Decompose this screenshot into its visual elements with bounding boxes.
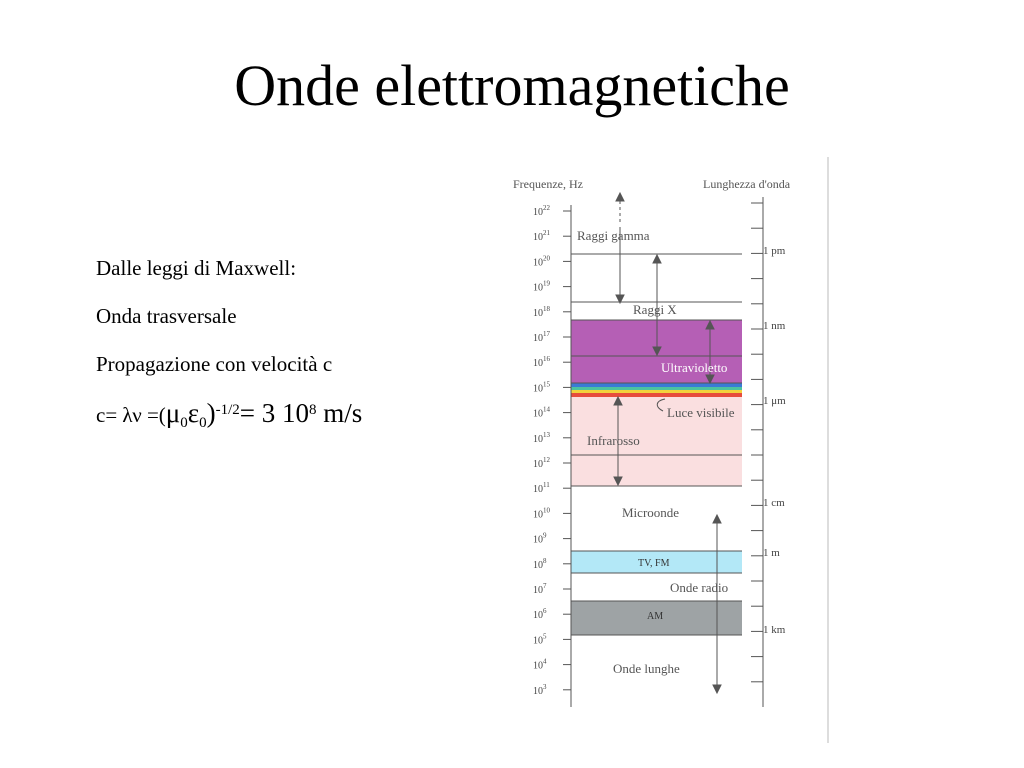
arrow-head-down — [713, 685, 721, 693]
frequency-tick-label: $10^{10}$ — [533, 506, 550, 521]
spectrum-yellow — [571, 390, 742, 393]
frequency-tick-label: $10^{17}$ — [533, 330, 550, 344]
label-visible-light: Luce visibile — [667, 405, 735, 420]
frequency-tick-label: $10^{21}$ — [533, 229, 550, 244]
formula-value: = 3 10 — [239, 398, 310, 428]
label-radio-waves: Onde radio — [670, 580, 729, 595]
label-microwaves: Microonde — [622, 505, 680, 520]
spectrum-green — [571, 387, 742, 390]
frequency-tick-label: $10^5$ — [533, 632, 547, 647]
label-ultraviolet: Ultravioletto — [661, 360, 728, 375]
text-line-maxwell: Dalle leggi di Maxwell: — [96, 256, 297, 280]
formula-epsilon: ε — [187, 398, 200, 428]
label-infrared: Infrarosso — [587, 433, 640, 448]
spectrum-red — [571, 393, 742, 397]
wavelength-label-1nm: 1 nm — [763, 320, 786, 332]
frequency-tick-label: $10^4$ — [533, 657, 547, 672]
em-spectrum-diagram — [505, 155, 835, 745]
text-line-propagation: Propagazione con velocità c — [96, 352, 333, 376]
arrow-head-up — [713, 515, 721, 523]
formula-c-eq: c= — [96, 403, 123, 427]
frequency-tick-label: $10^{16}$ — [533, 355, 550, 370]
frequency-tick-label: $10^8$ — [533, 556, 547, 571]
formula-lambda-nu: λν — [122, 403, 142, 427]
label-x-rays: Raggi X — [633, 302, 677, 317]
slide-title: Onde elettromagnetiche — [234, 53, 790, 118]
frequency-tick-label: $10^{12}$ — [533, 456, 550, 470]
formula-eq-open: =( — [141, 403, 166, 427]
spectrum-blue — [571, 383, 742, 387]
frequency-tick-label: $10^{20}$ — [533, 254, 550, 269]
frequency-tick-label: $10^7$ — [533, 582, 547, 596]
label-gamma-rays: Raggi gamma — [577, 228, 650, 243]
wavelength-label-1m: 1 m — [763, 547, 780, 559]
frequency-tick-label: $10^3$ — [533, 682, 547, 697]
frequency-tick-label: $10^{19}$ — [533, 279, 550, 294]
frequency-tick-label: $10^{15}$ — [533, 380, 550, 395]
formula-close-paren: ) — [206, 398, 216, 428]
wavelength-label-1cm: 1 cm — [763, 497, 785, 509]
wavelength-label-1um: 1 μm — [763, 395, 786, 407]
wavelength-label-1km: 1 km — [763, 624, 786, 636]
frequency-tick-label: $10^{13}$ — [533, 430, 550, 445]
formula-exponent: -1/2 — [215, 402, 240, 418]
wavelength-label-1pm: 1 pm — [763, 245, 786, 257]
formula-value-exponent: 8 — [309, 402, 317, 418]
label-tv-fm: TV, FM — [638, 558, 670, 569]
formula-speed-of-light — [96, 398, 362, 432]
frequency-tick-label: $10^{22}$ — [533, 204, 550, 218]
frequency-tick-label: $10^{18}$ — [533, 304, 550, 319]
arrow-head-up — [653, 255, 661, 263]
label-am: AM — [647, 611, 664, 622]
label-long-waves: Onde lunghe — [613, 661, 680, 676]
formula-mu: μ — [165, 398, 181, 428]
freq-header: Frequenze, Hz — [513, 177, 583, 191]
frequency-tick-label: $10^{14}$ — [533, 405, 550, 420]
frequency-tick-label: $10^{11}$ — [533, 481, 550, 496]
frequency-tick-label: $10^9$ — [533, 531, 547, 546]
wavelength-header: Lunghezza d'onda — [703, 177, 791, 191]
frequency-tick-label: $10^6$ — [533, 607, 547, 622]
formula-units: m/s — [316, 398, 363, 428]
formula-mu-subscript: 0 — [180, 415, 188, 432]
text-line-transverse: Onda trasversale — [96, 304, 237, 328]
formula-epsilon-subscript: 0 — [199, 415, 207, 432]
arrow-head-up — [616, 193, 624, 201]
